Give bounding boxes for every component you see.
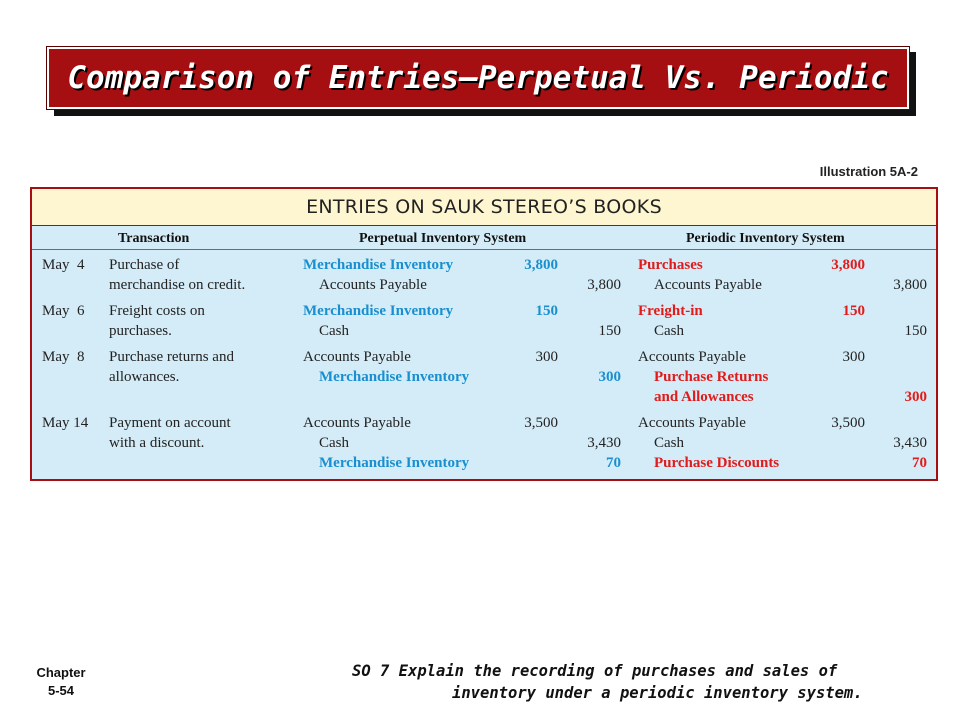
entry-date: May 8 [42,349,85,365]
perpetual-account: Merchandise Inventory [319,455,470,471]
periodic-debit-amount: 3,500 [831,415,865,431]
entry-description: allowances. [109,369,180,385]
entry-description: Payment on account [109,415,231,431]
entry-description: Purchase returns and [109,349,234,365]
table-heading: ENTRIES ON SAUK STEREO’S BOOKS [306,196,662,218]
perpetual-account: Merchandise Inventory [303,303,454,319]
periodic-account: Freight-in [638,303,703,319]
entry-description: Purchase of [109,257,180,273]
entry-date: May 6 [42,303,85,319]
title-banner [47,47,909,109]
periodic-account: Accounts Payable [638,349,746,365]
entry-date: May 14 [42,415,89,431]
study-objective-line2: inventory under a periodic inventory system. [452,684,863,702]
periodic-debit-amount: 300 [842,349,865,365]
periodic-account: Cash [654,435,684,451]
perpetual-credit-amount: 3,430 [587,435,621,451]
col-header-perpetual: Perpetual Inventory System [359,231,527,246]
periodic-debit-amount: 150 [842,303,865,319]
periodic-credit-amount: 150 [904,323,927,339]
col-header-transaction: Transaction [118,231,190,246]
perpetual-credit-amount: 70 [606,455,621,471]
periodic-account: Accounts Payable [654,277,762,293]
periodic-debit-amount: 3,800 [831,257,865,273]
periodic-account: Purchase Returns [654,369,769,385]
entry-date: May 4 [42,257,85,273]
periodic-account: Purchases [638,257,703,273]
perpetual-debit-amount: 3,500 [524,415,558,431]
periodic-credit-amount: 3,430 [893,435,927,451]
perpetual-debit-amount: 150 [535,303,558,319]
chapter-word: Chapter [36,665,86,680]
perpetual-account: Merchandise Inventory [303,257,454,273]
chapter-page: 5-54 [47,683,75,698]
study-objective [352,660,942,704]
perpetual-credit-amount: 3,800 [587,277,621,293]
perpetual-account: Cash [319,323,349,339]
column-headers [32,226,936,250]
entries-table [30,187,938,481]
periodic-account: Purchase Discounts [654,455,780,471]
perpetual-credit-amount: 150 [598,323,621,339]
perpetual-account: Merchandise Inventory [319,369,470,385]
perpetual-account: Accounts Payable [319,277,427,293]
periodic-account: and Allowances [654,389,754,405]
perpetual-debit-amount: 300 [535,349,558,365]
perpetual-account: Cash [319,435,349,451]
perpetual-credit-amount: 300 [598,369,621,385]
periodic-account: Cash [654,323,684,339]
page-title: Comparison of Entries—Perpetual Vs. Periodic [67,60,889,96]
entry-description: with a discount. [109,435,205,451]
periodic-credit-amount: 70 [912,455,927,471]
perpetual-account: Accounts Payable [303,415,411,431]
table-heading-bar [32,189,936,226]
study-objective-line1: SO 7 Explain the recording of purchases and sales of [352,662,838,680]
entry-description: purchases. [109,323,172,339]
illustration-label: Illustration 5A-2 [819,164,918,179]
perpetual-debit-amount: 3,800 [524,257,558,273]
periodic-account: Accounts Payable [638,415,746,431]
col-header-periodic: Periodic Inventory System [686,231,845,246]
entry-description: merchandise on credit. [109,277,246,293]
entry-description: Freight costs on [109,303,205,319]
periodic-credit-amount: 300 [904,389,927,405]
periodic-credit-amount: 3,800 [893,277,927,293]
header-rule [32,249,936,250]
chapter-label [30,664,92,700]
perpetual-account: Accounts Payable [303,349,411,365]
